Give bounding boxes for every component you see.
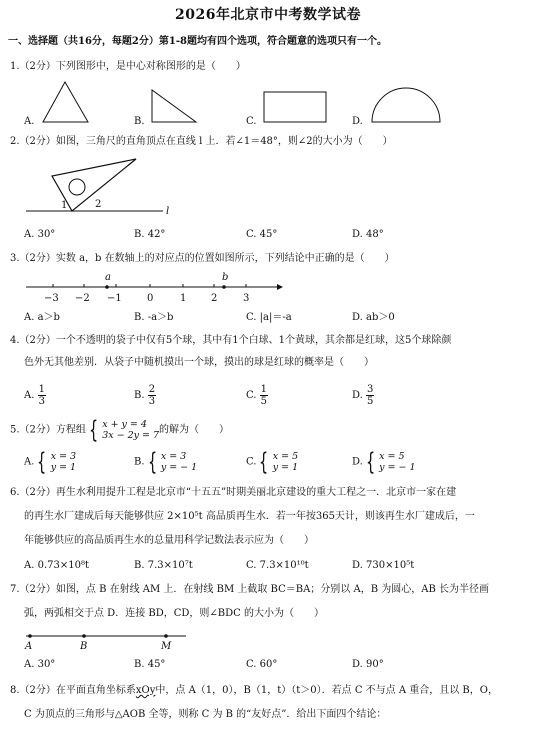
tick-label: −1 xyxy=(107,293,122,304)
question-5-text: 5.（2分）方程组 { x + y = 4 3x − 2y = 7 的解为（ ） xyxy=(10,416,230,444)
q6-option-b[interactable]: B. 7.3×10⁷t xyxy=(134,560,193,571)
q6-option-a[interactable]: A. 0.73×10⁸t xyxy=(24,560,89,571)
tick-label: 1 xyxy=(180,293,187,304)
q7-option-a[interactable]: A. 30° xyxy=(24,659,56,670)
q7-option-d[interactable]: D. 90° xyxy=(352,659,384,670)
q1-option-a[interactable]: A. xyxy=(24,116,35,127)
point-b-label: b xyxy=(222,272,229,283)
q5-option-d[interactable]: D. { x = 5 y = − 1 xyxy=(352,448,416,476)
point-A xyxy=(28,634,32,638)
fraction: $\frac{1}{5}$ xyxy=(260,384,268,407)
question-8-text-line2: C 为顶点的三角形与△AOB 全等，则称 C 为 B 的“友好点”．给出下面四个结论： xyxy=(24,709,387,720)
option-label: C. xyxy=(246,390,257,401)
point-B-label: B xyxy=(80,641,88,652)
q7-option-c[interactable]: C. 60° xyxy=(246,659,278,670)
question-8-text-line1: 8.（2分）在平面直角坐标系xOy中，点 A（1，0），B（1，t）（t＞0）．若点 C 不与点 A 重合，且以 B，O， xyxy=(10,685,498,696)
equation-system: { x + y = 4 3x − 2y = 7 xyxy=(88,416,160,444)
tick-label: 3 xyxy=(243,293,250,304)
point-B xyxy=(82,634,86,638)
option-label: D. xyxy=(352,390,363,401)
q3-option-c[interactable]: C. |a|＝-a xyxy=(246,312,292,323)
q2-option-a[interactable]: A. 30° xyxy=(24,229,56,240)
q6-option-c[interactable]: C. 7.3×10¹⁰t xyxy=(246,560,309,571)
angle-1-label: 1 xyxy=(61,200,68,211)
line-l-label: l xyxy=(166,206,170,217)
question-6-text-line2: 的再生水厂建成后每天能够供应 2×10⁵t 高品质再生水．若一年按365天计，则该再生水厂建成后，一 xyxy=(24,511,475,522)
tick-label: −2 xyxy=(75,293,90,304)
q2-option-c[interactable]: C. 45° xyxy=(246,229,278,240)
question-4-text-line2: 色外无其他差别．从袋子中随机摸出一个球，摸出的球是红球的概率是（ ） xyxy=(24,357,374,368)
q2-option-d[interactable]: D. 48° xyxy=(352,229,384,240)
q7-option-b[interactable]: B. 45° xyxy=(134,659,166,670)
q2-option-b[interactable]: B. 42° xyxy=(134,229,166,240)
q3-option-d[interactable]: D. ab＞0 xyxy=(352,312,395,323)
q1-option-b[interactable]: B. xyxy=(134,116,145,127)
point-a-label: a xyxy=(105,272,111,283)
question-6-text-line3: 年能够供应的高品质再生水的总量用科学记数法表示应为（ ） xyxy=(24,535,314,546)
fraction: $\frac{3}{5}$ xyxy=(367,384,374,407)
q5-option-c[interactable]: C. { x = 5 y = 1 xyxy=(246,448,299,476)
page-title: 2026年北京市中考数学试卷 xyxy=(175,7,361,23)
tick-label: 2 xyxy=(211,293,218,304)
question-4-text-line1: 4.（2分）一个不透明的袋子中仅有5个球，其中有1个白球、1个黄球，其余都是红球，这5个球除颜 xyxy=(10,335,452,346)
section-heading: 一、选择题（共16分，每题2分）第1-8题均有四个选项，符合题意的选项只有一个。 xyxy=(8,36,387,47)
q5-option-b[interactable]: B. { x = 3 y = − 1 xyxy=(134,448,198,476)
q5-option-a[interactable]: A. { x = 3 y = 1 xyxy=(24,448,77,476)
q1-option-d[interactable]: D. xyxy=(352,116,363,127)
option-label: A. xyxy=(24,390,35,401)
q1-option-c[interactable]: C. xyxy=(246,116,257,127)
question-7-text-line1: 7.（2分）如图，点 B 在射线 AM 上．在射线 BM 上截取 BC＝BA；分别以 A，B 为圆心，AB 长为半径画 xyxy=(10,584,489,595)
tick-label: 0 xyxy=(147,293,154,304)
fraction: $\frac{1}{3}$ xyxy=(38,384,45,407)
fraction: $\frac{2}{3}$ xyxy=(148,384,156,407)
angle-2-label: 2 xyxy=(95,199,102,210)
question-7-text-line2: 弧，两弧相交于点 D．连接 BD，CD，则∠BDC 的大小为（ ） xyxy=(24,608,324,619)
tick-label: −3 xyxy=(44,293,59,304)
point-M xyxy=(164,634,168,638)
question-6-text-line1: 6.（2分）再生水利用提升工程是北京市“十五五”时期美丽北京建设的重大工程之一．北京市一家在建 xyxy=(10,487,457,498)
question-1-text: 1.（2分）下列图形中，是中心对称图形的是（ ） xyxy=(10,61,246,72)
question-3-text: 3.（2分）实数 a，b 在数轴上的对应点的位置如图所示，下列结论中正确的是（ ） xyxy=(10,253,395,264)
q3-option-a[interactable]: A. a＞b xyxy=(24,312,60,323)
q6-option-d[interactable]: D. 730×10⁵t xyxy=(352,560,415,571)
q3-option-b[interactable]: B. -a＞b xyxy=(134,312,174,323)
point-M-label: M xyxy=(161,641,172,652)
question-2-text: 2.（2分）如图，三角尺的直角顶点在直线 l 上．若∠1＝48°，则∠2的大小为（ ） xyxy=(10,136,393,147)
point-A-label: A xyxy=(25,641,33,652)
option-label: B. xyxy=(134,390,145,401)
